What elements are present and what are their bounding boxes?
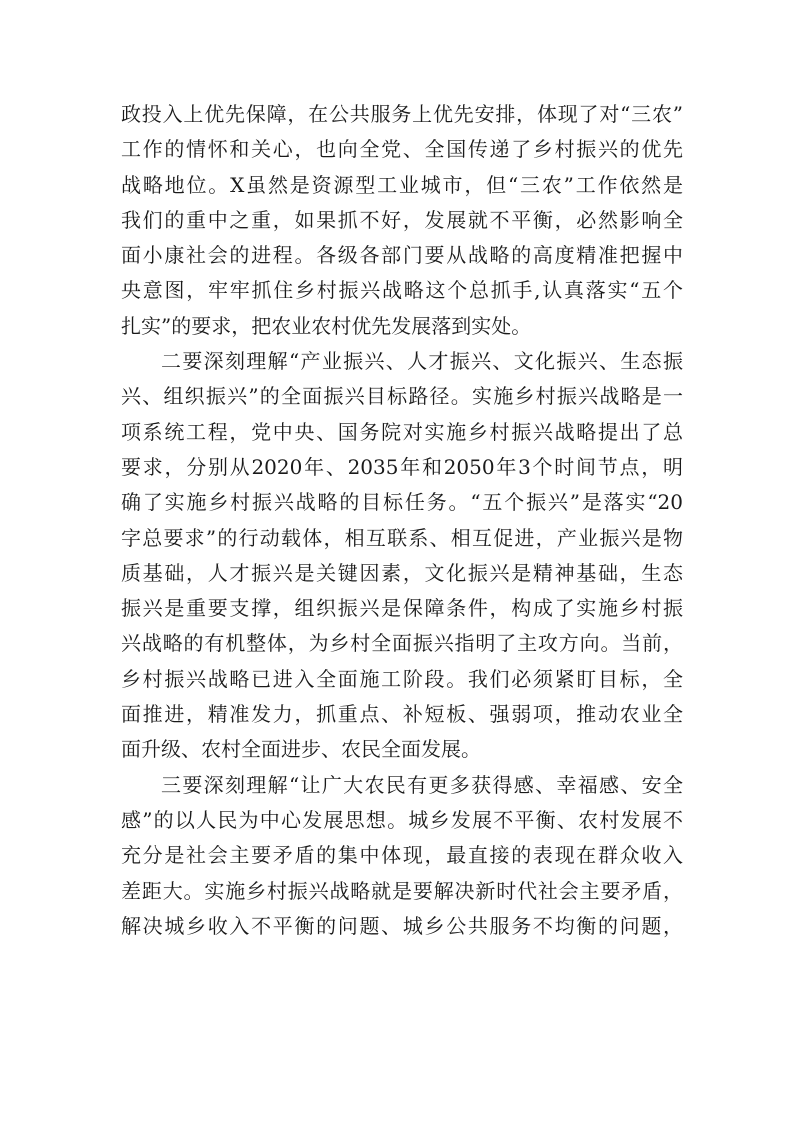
text-line: 质基础，人才振兴是关键因素，文化振兴是精神基础，生态 [121, 560, 683, 585]
text-line: 兴、组织振兴”的全面振兴目标路径。实施乡村振兴战略是一 [121, 384, 683, 409]
text-line: 面升级、农村全面进步、农民全面发展。 [121, 737, 481, 762]
text-line: 二要深刻理解“产业振兴、人才振兴、文化振兴、生态振 [161, 349, 683, 374]
text-line: 兴战略的有机整体，为乡村全面振兴指明了主攻方向。当前， [121, 631, 683, 656]
text-line: 差距大。实施乡村振兴战略就是要解决新时代社会主要矛盾， [121, 878, 683, 903]
paragraph-2 [121, 344, 683, 768]
text-line: 三要深刻理解“让广大农民有更多获得感、幸福感、安全 [161, 772, 683, 797]
paragraph-1 [121, 97, 683, 344]
text-line: 面推进，精准发力，抓重点、补短板、强弱项，推动农业全 [121, 702, 683, 727]
text-line: 项系统工程，党中央、国务院对实施乡村振兴战略提出了总 [121, 419, 683, 444]
text-line: 字总要求”的行动载体，相互联系、相互促进，产业振兴是物 [121, 525, 683, 550]
text-line: 面小康社会的进程。各级各部门要从战略的高度精准把握中 [121, 243, 683, 268]
text-line: 战略地位。X虽然是资源型工业城市，但“三农”工作依然是 [121, 172, 683, 197]
text-line: 振兴是重要支撑，组织振兴是保障条件，构成了实施乡村振 [121, 596, 683, 621]
text-line: 解决城乡收入不平衡的问题、城乡公共服务不均衡的问题， [121, 913, 683, 938]
text-line: 扎实”的要求，把农业农村优先发展落到实处。 [121, 313, 532, 338]
text-line: 政投入上优先保障，在公共服务上优先安排，体现了对“三农” [121, 102, 683, 126]
text-line: 乡村振兴战略已进入全面施工阶段。我们必须紧盯目标，全 [121, 666, 683, 691]
document-body [121, 97, 683, 944]
text-line: 我们的重中之重，如果抓不好，发展就不平衡，必然影响全 [121, 207, 683, 232]
text-line: 确了实施乡村振兴战略的目标任务。“五个振兴”是落实“20 [121, 490, 683, 515]
paragraph-3 [121, 768, 683, 944]
text-line: 央意图，牢牢抓住乡村振兴战略这个总抓手,认真落实“五个 [121, 278, 683, 303]
text-line: 充分是社会主要矛盾的集中体现，最直接的表现在群众收入 [121, 843, 683, 868]
text-line: 工作的情怀和关心，也向全党、全国传递了乡村振兴的优先 [121, 137, 683, 162]
text-line: 要求，分别从2020年、2035年和2050年3个时间节点，明 [121, 454, 683, 479]
text-line: 感”的以人民为中心发展思想。城乡发展不平衡、农村发展不 [121, 807, 683, 832]
